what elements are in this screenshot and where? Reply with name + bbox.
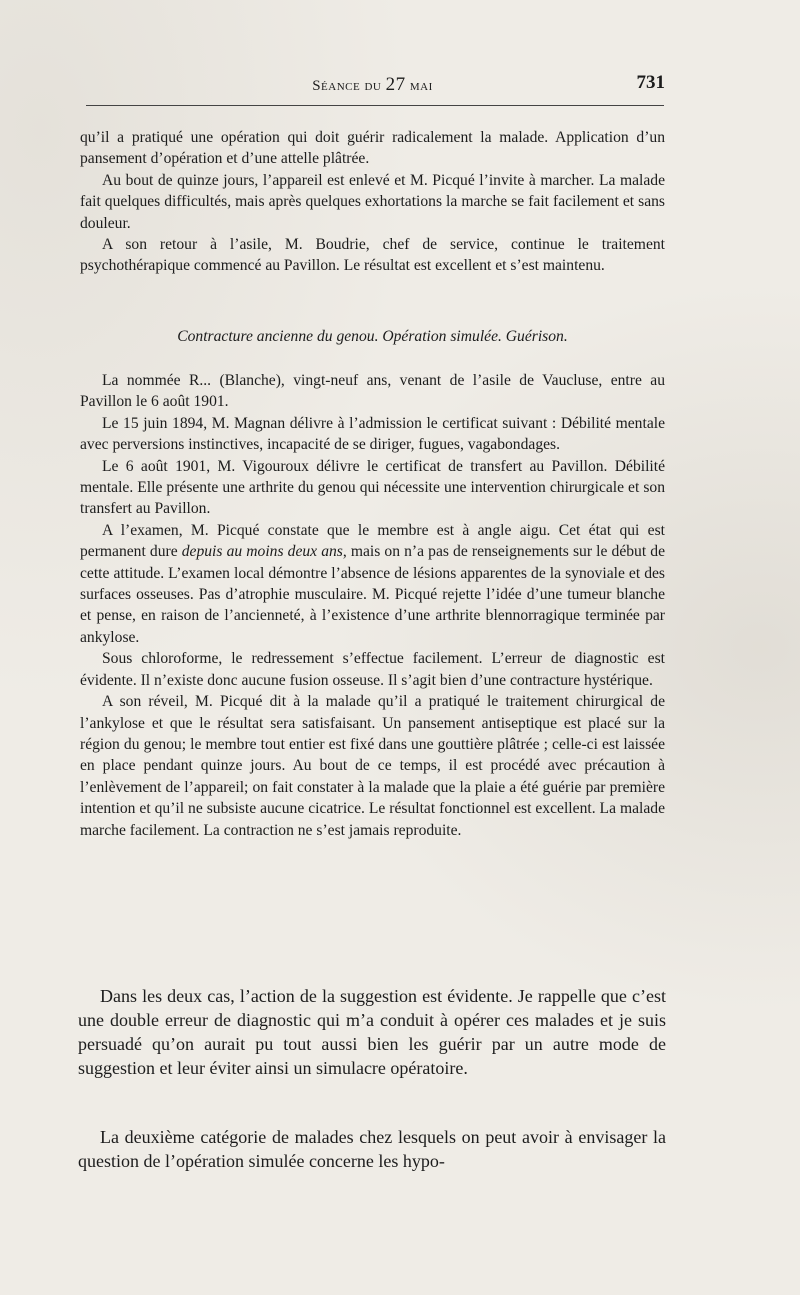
main-text-paragraph <box>78 1125 666 1173</box>
paragraph: La deuxième catégorie de malades chez lesquels on peut avoir à envisager la question de l’opération simulée concerne les hypo- <box>78 1127 666 1171</box>
page-header <box>80 70 665 100</box>
case-heading: Contracture ancienne du genou. Opération simulée. Guérison. <box>177 328 568 345</box>
running-title-month: mai <box>409 78 433 94</box>
paragraph: La nommée R... (Blanche), vingt-neuf ans, venant de l’asile de Vaucluse, entre au Pavillon le 6 août 1901. <box>80 372 665 411</box>
case-section <box>80 370 665 841</box>
running-title <box>80 74 665 96</box>
paragraph: Le 6 août 1901, M. Vigouroux délivre le certificat de transfert au Pavillon. Débilité mentale. Elle présente une arthrite du genou qui nécessite une intervention chirurgicale et son transfert au Pavillon. <box>80 457 665 518</box>
italic-phrase: depuis au moins deux ans <box>181 543 343 561</box>
running-title-day: 27 <box>385 74 406 95</box>
paragraph: Au bout de quinze jours, l’appareil est enlevé et M. Picqué l’invite à marcher. La malade fait quelques difficultés, mais après quelques exhortations la marche se fait facilement et sans douleur. <box>80 171 665 232</box>
running-title-pre: Séance du <box>312 78 382 94</box>
main-text-paragraph <box>78 984 666 1080</box>
page-number: 731 <box>636 72 665 93</box>
header-rule <box>86 105 664 106</box>
paragraph: Sous chloroforme, le redressement s’effectue facilement. L’erreur de diagnostic est évidente. Il n’existe donc aucune fusion osseuse. Il s’agit bien d’une contracture hystérique. <box>80 650 665 689</box>
paragraph: Le 15 juin 1894, M. Magnan délivre à l’admission le certificat suivant : Débilité mentale avec perversions instinctives, incapacité de se diriger, fugues, vagabondages. <box>80 414 665 454</box>
paragraph <box>80 520 665 648</box>
text-run: , mais on n’a pas de renseignements sur le début de cette attitude. L’examen local démontre l’absence de lésions apparentes de la synoviale et des surfaces osseuses. Pas d’atrophie musculaire. M. Picqué rejette l’idée d’une tumeur blanche et pense, en raison de l’ancienneté, à l’existence d’une arthrite blennorragique terminée par ankylose. <box>80 543 665 646</box>
paragraph: A son réveil, M. Picqué dit à la malade qu’il a pratiqué le traitement chirurgical de l’ankylose et que le résultat sera satisfaisant. Un pansement antiseptique est placé sur la région du genou; le membre tout entier est fixé dans une gouttière plâtrée ; celle-ci est laissée en place pendant quinze jours. Au bout de ce temps, il est procédé avec précaution à l’enlèvement de l’appareil; on fait constater à la malade que la plaie a été guérie par première intention et qu’il ne subsiste aucune cicatrice. Le résultat fonctionnel est excellent. La malade marche facilement. La contraction ne s’est jamais reproduite. <box>80 693 665 839</box>
paragraph: A son retour à l’asile, M. Boudrie, chef de service, continue le traitement psychothérapique commencé au Pavillon. Le résultat est excellent et s’est maintenu. <box>80 236 665 275</box>
intro-section <box>80 127 665 277</box>
text-run: A l’examen, M. Picqué constate que le membre est à angle aigu. Cet état qui est permanent dure <box>80 521 665 561</box>
paragraph: Dans les deux cas, l’action de la suggestion est évidente. Je rappelle que c’est une double erreur de diagnostic qui m’a conduit à opérer ces malades et je suis persuadé qu’on aurait pu tout aussi bien les guérir par un autre mode de suggestion et leur éviter ainsi un simulacre opératoire. <box>78 986 666 1078</box>
paragraph: qu’il a pratiqué une opération qui doit guérir radicalement la malade. Application d’un pansement d’opération et d’une attelle plâtrée. <box>80 129 665 168</box>
